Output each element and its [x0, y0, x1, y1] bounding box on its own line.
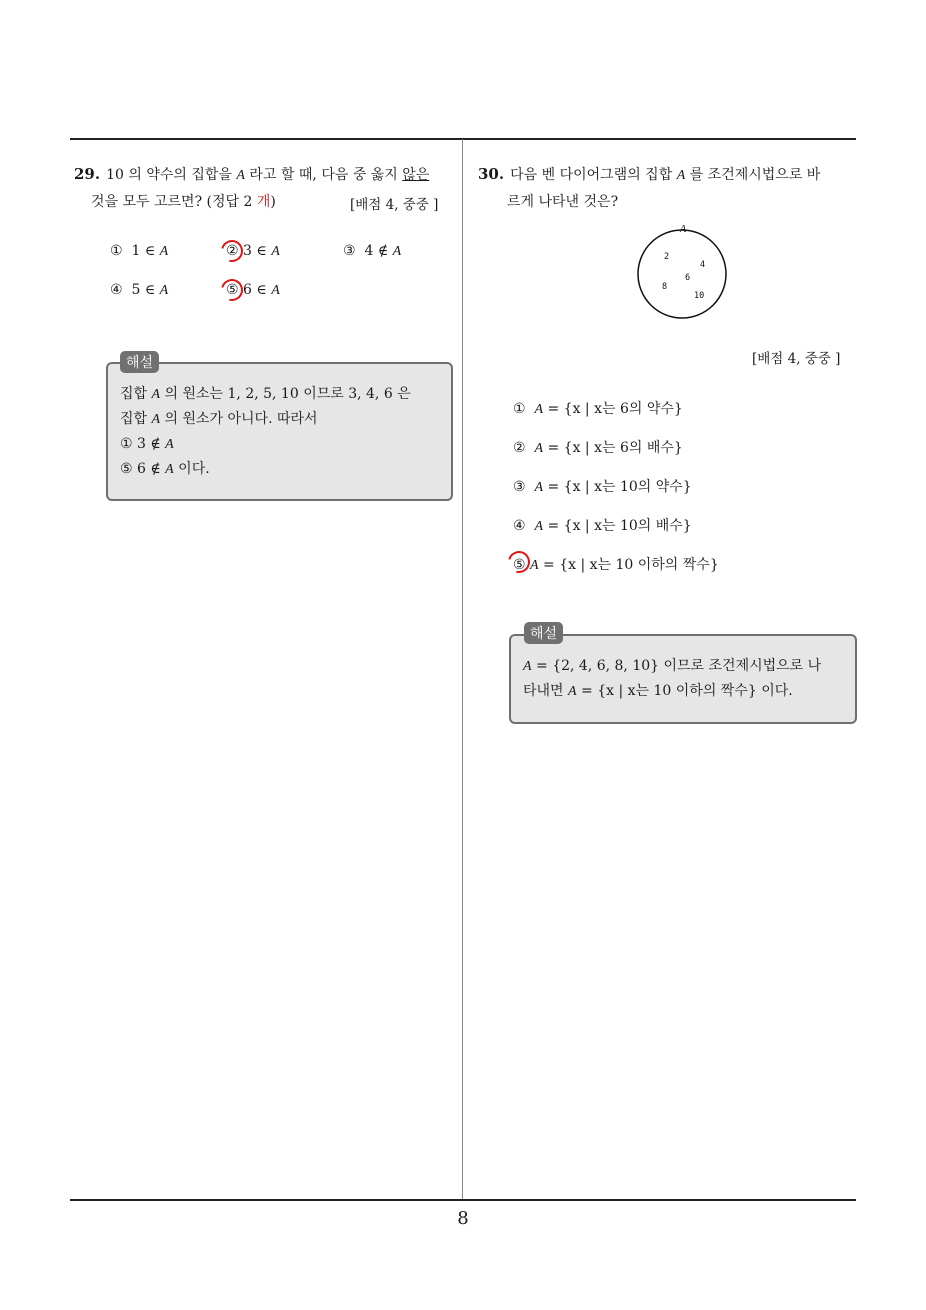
- q30-choice-3[interactable]: ③ A = {x | x는 10의 약수}: [513, 479, 692, 495]
- q29-choice-4[interactable]: ④ 5 ∈ A: [110, 282, 169, 298]
- q30-solution-tag: 해설: [524, 622, 563, 644]
- q29-red-note: 개: [256, 194, 271, 210]
- q29-choice-3[interactable]: ③ 4 ∉ A: [343, 243, 402, 259]
- q30-number: 30.: [478, 165, 505, 183]
- q30-score: [배점 4, 중중 ]: [752, 351, 841, 367]
- venn-element: 8: [662, 282, 668, 292]
- q29-solution-tag: 해설: [120, 351, 159, 373]
- q30-choice-4[interactable]: ④ A = {x | x는 10의 배수}: [513, 518, 692, 534]
- q30-solution-text: A = {2, 4, 6, 8, 10} 이므로 조건제시법으로 나 타내면 A = {x | x는 10 이하의 짝수} 이다.: [523, 658, 822, 699]
- q29-choice-1[interactable]: ① 1 ∈ A: [110, 243, 169, 259]
- page-number: 8: [457, 1208, 469, 1229]
- venn-element: 6: [685, 273, 691, 283]
- venn-element: 2: [664, 252, 670, 262]
- q29-solution-text: 집합 A 의 원소는 1, 2, 5, 10 이므로 3, 4, 6 은 집합 A 의 원소가 아니다. 따라서 ① 3 ∉ A ⑤ 6 ∉ A 이다.: [120, 386, 411, 477]
- venn-element: 4: [700, 260, 706, 270]
- q30-choice-1[interactable]: ① A = {x | x는 6의 약수}: [513, 401, 683, 417]
- q30-solution-box: [509, 634, 857, 724]
- q29-number: 29.: [74, 165, 101, 183]
- q29-underlined-word: 않은: [402, 167, 430, 183]
- venn-circle: [638, 230, 726, 318]
- q29-choice-5[interactable]: ⑤ 6 ∈ A: [226, 282, 280, 298]
- column-divider: [462, 139, 463, 1201]
- top-rule: [70, 138, 856, 140]
- q29-score: [배점 4, 중중 ]: [350, 197, 439, 213]
- venn-set-label: A: [680, 224, 687, 235]
- q30-choice-2[interactable]: ② A = {x | x는 6의 배수}: [513, 440, 683, 456]
- venn-element: 10: [694, 291, 705, 301]
- q29-stem: 29. 10 의 약수의 집합을 A 라고 할 때, 다음 중 옳지 않은 것을 모두 고르면? (정답 2 개): [74, 165, 430, 210]
- bottom-rule: [70, 1199, 856, 1201]
- q30-stem: 30. 다음 벤 다이어그램의 집합 A 를 조건제시법으로 바 르게 나타낸 것은?: [478, 165, 821, 210]
- venn-diagram: [630, 222, 734, 326]
- q30-choice-5[interactable]: ⑤ A = {x | x는 10 이하의 짝수}: [513, 557, 719, 573]
- q29-solution-box: [106, 362, 453, 501]
- q29-choice-2[interactable]: ② 3 ∈ A: [226, 243, 280, 259]
